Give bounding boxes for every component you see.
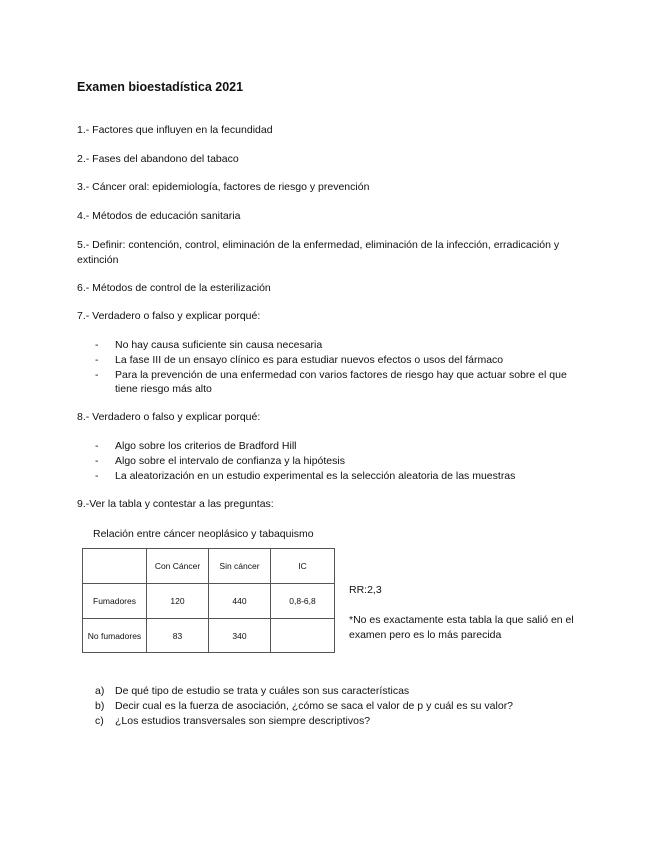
relative-risk: RR:2,3 <box>349 584 382 596</box>
question-1: 1.- Factores que influyen en la fecundidad <box>77 124 273 136</box>
table-cell: 340 <box>209 619 271 653</box>
list-item: - Algo sobre los criterios de Bradford Hill <box>95 439 590 454</box>
table-row <box>83 584 335 619</box>
question-9-subquestions <box>95 684 575 728</box>
list-item <box>95 699 575 714</box>
question-5: 5.- Definir: contención, control, eliminación de la enfermedad, eliminación de la infección, erradicación y extinción <box>77 239 560 266</box>
question-2: 2.- Fases del abandono del tabaco <box>77 153 239 165</box>
list-marker: b) <box>95 699 105 712</box>
question-9: 9.-Ver la tabla y contestar a las preguntas: <box>77 498 274 510</box>
list-marker: a) <box>95 685 105 697</box>
question-8-list <box>95 439 590 483</box>
table-row <box>83 619 335 653</box>
question-6: 6.- Métodos de control de la esterilización <box>77 282 271 294</box>
list-item: - La aleatorización en un estudio experimental es la selección aleatoria de las muestras <box>95 469 590 484</box>
table-header-cell: Sin cáncer <box>209 549 271 584</box>
table-cell: 0,8-6,8 <box>271 584 335 619</box>
question-7-list <box>95 338 590 397</box>
question-8: 8.- Verdadero o falso y explicar porqué: <box>77 411 261 423</box>
list-item: - Para la prevención de una enfermedad con varios factores de riesgo hay que actuar sobre el que tiene riesgo más alto <box>95 368 590 398</box>
table-note: *No es exactamente esta tabla la que salió en el examen pero es lo más parecida <box>349 614 574 641</box>
list-marker: c) <box>95 714 104 727</box>
table-cell: 83 <box>147 619 209 653</box>
table-cell: Fumadores <box>83 584 147 619</box>
list-item <box>95 684 575 699</box>
list-item-text: ¿Los estudios transversales son siempre descriptivos? <box>115 714 371 727</box>
table-header-cell <box>83 549 147 584</box>
table-header-cell: Con Cáncer <box>147 549 209 584</box>
question-4: 4.- Métodos de educación sanitaria <box>77 210 241 222</box>
table-cell <box>271 619 335 653</box>
list-item-text: Decir cual es la fuerza de asociación, ¿cómo se saca el valor de p y cuál es su valor? <box>115 699 514 712</box>
table-cell: No fumadores <box>83 619 147 653</box>
page-title: Examen bioestadística 2021 <box>77 80 244 94</box>
table-header-row <box>83 549 335 584</box>
question-7: 7.- Verdadero o falso y explicar porqué: <box>77 310 261 322</box>
list-item <box>95 714 575 729</box>
table-cell: 440 <box>209 584 271 619</box>
list-item: - Algo sobre el intervalo de confianza y la hipótesis <box>95 454 590 469</box>
table-caption: Relación entre cáncer neoplásico y tabaquismo <box>93 528 314 540</box>
data-table <box>82 548 335 653</box>
table-cell: 120 <box>147 584 209 619</box>
list-item-text: De qué tipo de estudio se trata y cuáles son sus características <box>115 685 410 697</box>
question-3: 3.- Cáncer oral: epidemiología, factores de riesgo y prevención <box>77 181 370 193</box>
list-item: - No hay causa suficiente sin causa necesaria <box>95 338 590 353</box>
list-item: - La fase III de un ensayo clínico es para estudiar nuevos efectos o usos del fármaco <box>95 353 590 368</box>
table-header-cell: IC <box>271 549 335 584</box>
